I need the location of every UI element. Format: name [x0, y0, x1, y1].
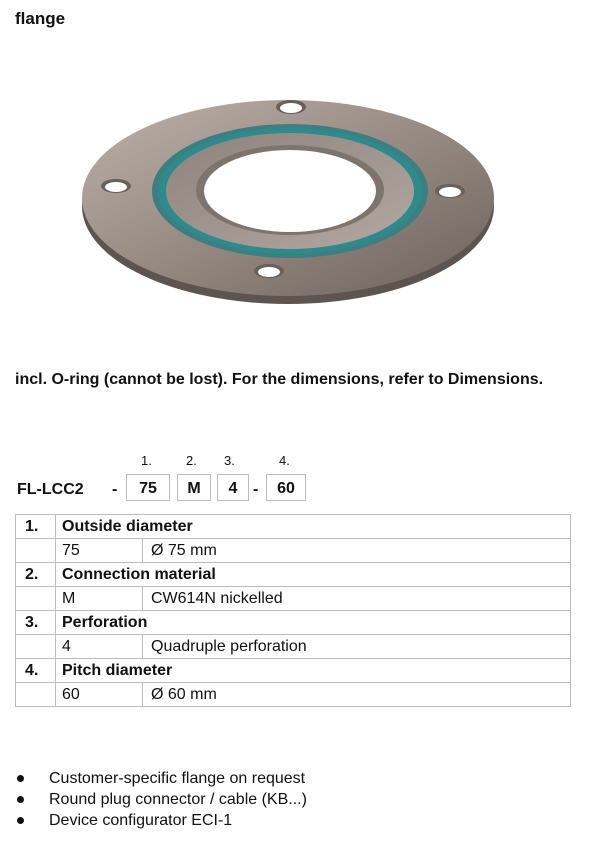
option-value-row	[16, 539, 571, 563]
option-value-description: Quadruple perforation	[143, 635, 571, 659]
note-text: Device configurator ECI-1	[49, 812, 233, 829]
order-code-separator: -	[253, 481, 259, 498]
list-item	[15, 789, 307, 810]
position-label-3: 3.	[224, 453, 235, 468]
note-text: Round plug connector / cable (KB...)	[49, 791, 307, 808]
option-number: 4.	[16, 659, 56, 683]
flange-image	[80, 78, 500, 318]
order-code-value-4: 60	[266, 474, 306, 501]
option-value-description: Ø 75 mm	[143, 539, 571, 563]
option-number: 2.	[16, 563, 56, 587]
option-heading: Outside diameter	[56, 515, 571, 539]
position-label-1: 1.	[141, 453, 152, 468]
option-value-description: Ø 60 mm	[143, 683, 571, 707]
option-value: 4	[56, 635, 143, 659]
list-item	[15, 810, 307, 831]
option-number: 1.	[16, 515, 56, 539]
option-value-description: CW614N nickelled	[143, 587, 571, 611]
option-number: 3.	[16, 611, 56, 635]
option-heading-row	[16, 563, 571, 587]
options-table	[15, 514, 571, 707]
order-code-value-3: 4	[217, 474, 249, 501]
order-code-value-2: M	[177, 474, 211, 501]
option-heading-row	[16, 515, 571, 539]
bullet-icon	[17, 775, 24, 782]
option-heading: Perforation	[56, 611, 571, 635]
bullet-icon	[17, 817, 24, 824]
option-heading-row	[16, 611, 571, 635]
position-label-4: 4.	[279, 453, 290, 468]
position-label-2: 2.	[186, 453, 197, 468]
notes-list	[15, 768, 307, 831]
order-code-prefix: FL-LCC2	[17, 481, 84, 498]
option-value-row	[16, 635, 571, 659]
description-text: incl. O-ring (cannot be lost). For the dimensions, refer to Dimensions.	[15, 371, 544, 388]
option-value-row	[16, 683, 571, 707]
page-title: flange	[15, 9, 66, 28]
list-item	[15, 768, 307, 789]
note-text: Customer-specific flange on request	[49, 770, 306, 787]
option-value-row	[16, 587, 571, 611]
bullet-icon	[17, 796, 24, 803]
option-heading: Connection material	[56, 563, 571, 587]
option-value: M	[56, 587, 143, 611]
order-code-separator: -	[112, 481, 118, 498]
option-value: 75	[56, 539, 143, 563]
order-code-value-1: 75	[126, 474, 170, 501]
option-heading-row	[16, 659, 571, 683]
option-heading: Pitch diameter	[56, 659, 571, 683]
order-code	[0, 450, 600, 510]
option-value: 60	[56, 683, 143, 707]
